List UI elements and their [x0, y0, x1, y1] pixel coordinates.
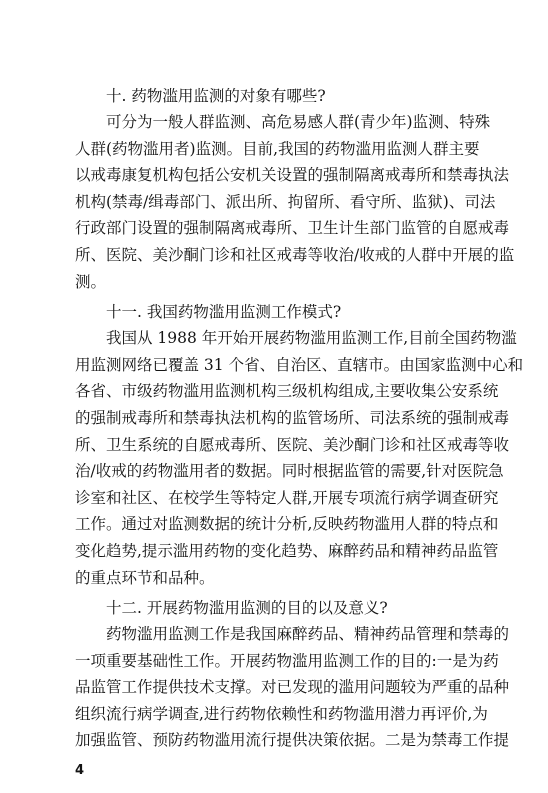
paragraph-line: 药物滥用监测工作是我国麻醉药品、精神药品管理和禁毒的 [106, 625, 510, 644]
paragraph-line: 可分为一般人群监测、高危易感人群(青少年)监测、特殊 [106, 113, 491, 131]
paragraph-line: 我国从 1988 年开始开展药物滥用监测工作,目前全国药物滥 [106, 329, 517, 348]
paragraph-line: 的重点环节和品种。 [75, 568, 215, 587]
paragraph-line: 的强制戒毒所和禁毒执法机构的监管场所、司法系统的强制戒毒 [75, 408, 510, 427]
paragraph-line: 变化趋势,提示滥用药物的变化趋势、麻醉药品和精神药品监管 [75, 541, 499, 560]
paragraph-line: 加强监管、预防药物滥用流行提供决策依据。二是为禁毒工作提 [75, 731, 510, 750]
paragraph-line: 诊室和社区、在校学生等特定人群,开展专项流行病学调查研究 [75, 488, 499, 507]
paragraph-line: 各省、市级药物滥用监测机构三级机构组成,主要收集公安系统 [75, 382, 499, 401]
section-heading-12: 十二. 开展药物滥用监测的目的以及意义? [106, 599, 388, 618]
paragraph-line: 治/收戒的药物滥用者的数据。同时根据监管的需要,针对医院急 [75, 462, 504, 481]
paragraph-line: 人群(药物滥用者)监测。目前,我国的药物滥用监测人群主要 [75, 139, 480, 158]
section-heading-10: 十. 药物滥用监测的对象有哪些? [106, 87, 326, 105]
paragraph-line: 用监测网络已覆盖 31 个省、自治区、直辖市。由国家监测中心和 [75, 355, 524, 374]
paragraph-line: 以戒毒康复机构包括公安机关设置的强制隔离戒毒所和禁毒执法 [75, 166, 510, 185]
page-number: 4 [75, 763, 85, 778]
paragraph-line: 工作。通过对监测数据的统计分析,反映药物滥用人群的特点和 [75, 515, 499, 534]
paragraph-line: 一项重要基础性工作。开展药物滥用监测工作的目的:一是为药 [75, 651, 499, 670]
paragraph-line: 机构(禁毒/缉毒部门、派出所、拘留所、看守所、监狱)、司法 [75, 192, 496, 211]
paragraph-line: 所、卫生系统的自愿戒毒所、医院、美沙酮门诊和社区戒毒等收 [75, 435, 510, 454]
paragraph-line: 测。 [75, 272, 107, 291]
section-paragraph-10 [75, 109, 515, 295]
paragraph-line: 行政部门设置的强制隔离戒毒所、卫生计生部门监管的自愿戒毒 [75, 219, 510, 238]
section-paragraph-12 [75, 621, 510, 754]
section-heading-11: 十一. 我国药物滥用监测工作模式? [106, 303, 342, 322]
paragraph-line: 组织流行病学调查,进行药物依赖性和药物滥用潜力再评价,为 [75, 704, 488, 723]
section-paragraph-11 [75, 325, 524, 591]
paragraph-line: 品监管工作提供技术支撑。对已发现的滥用问题较为严重的品种 [75, 678, 510, 697]
document-body [75, 83, 524, 754]
paragraph-line: 所、医院、美沙酮门诊和社区戒毒等收治/收戒的人群中开展的监 [75, 245, 515, 264]
